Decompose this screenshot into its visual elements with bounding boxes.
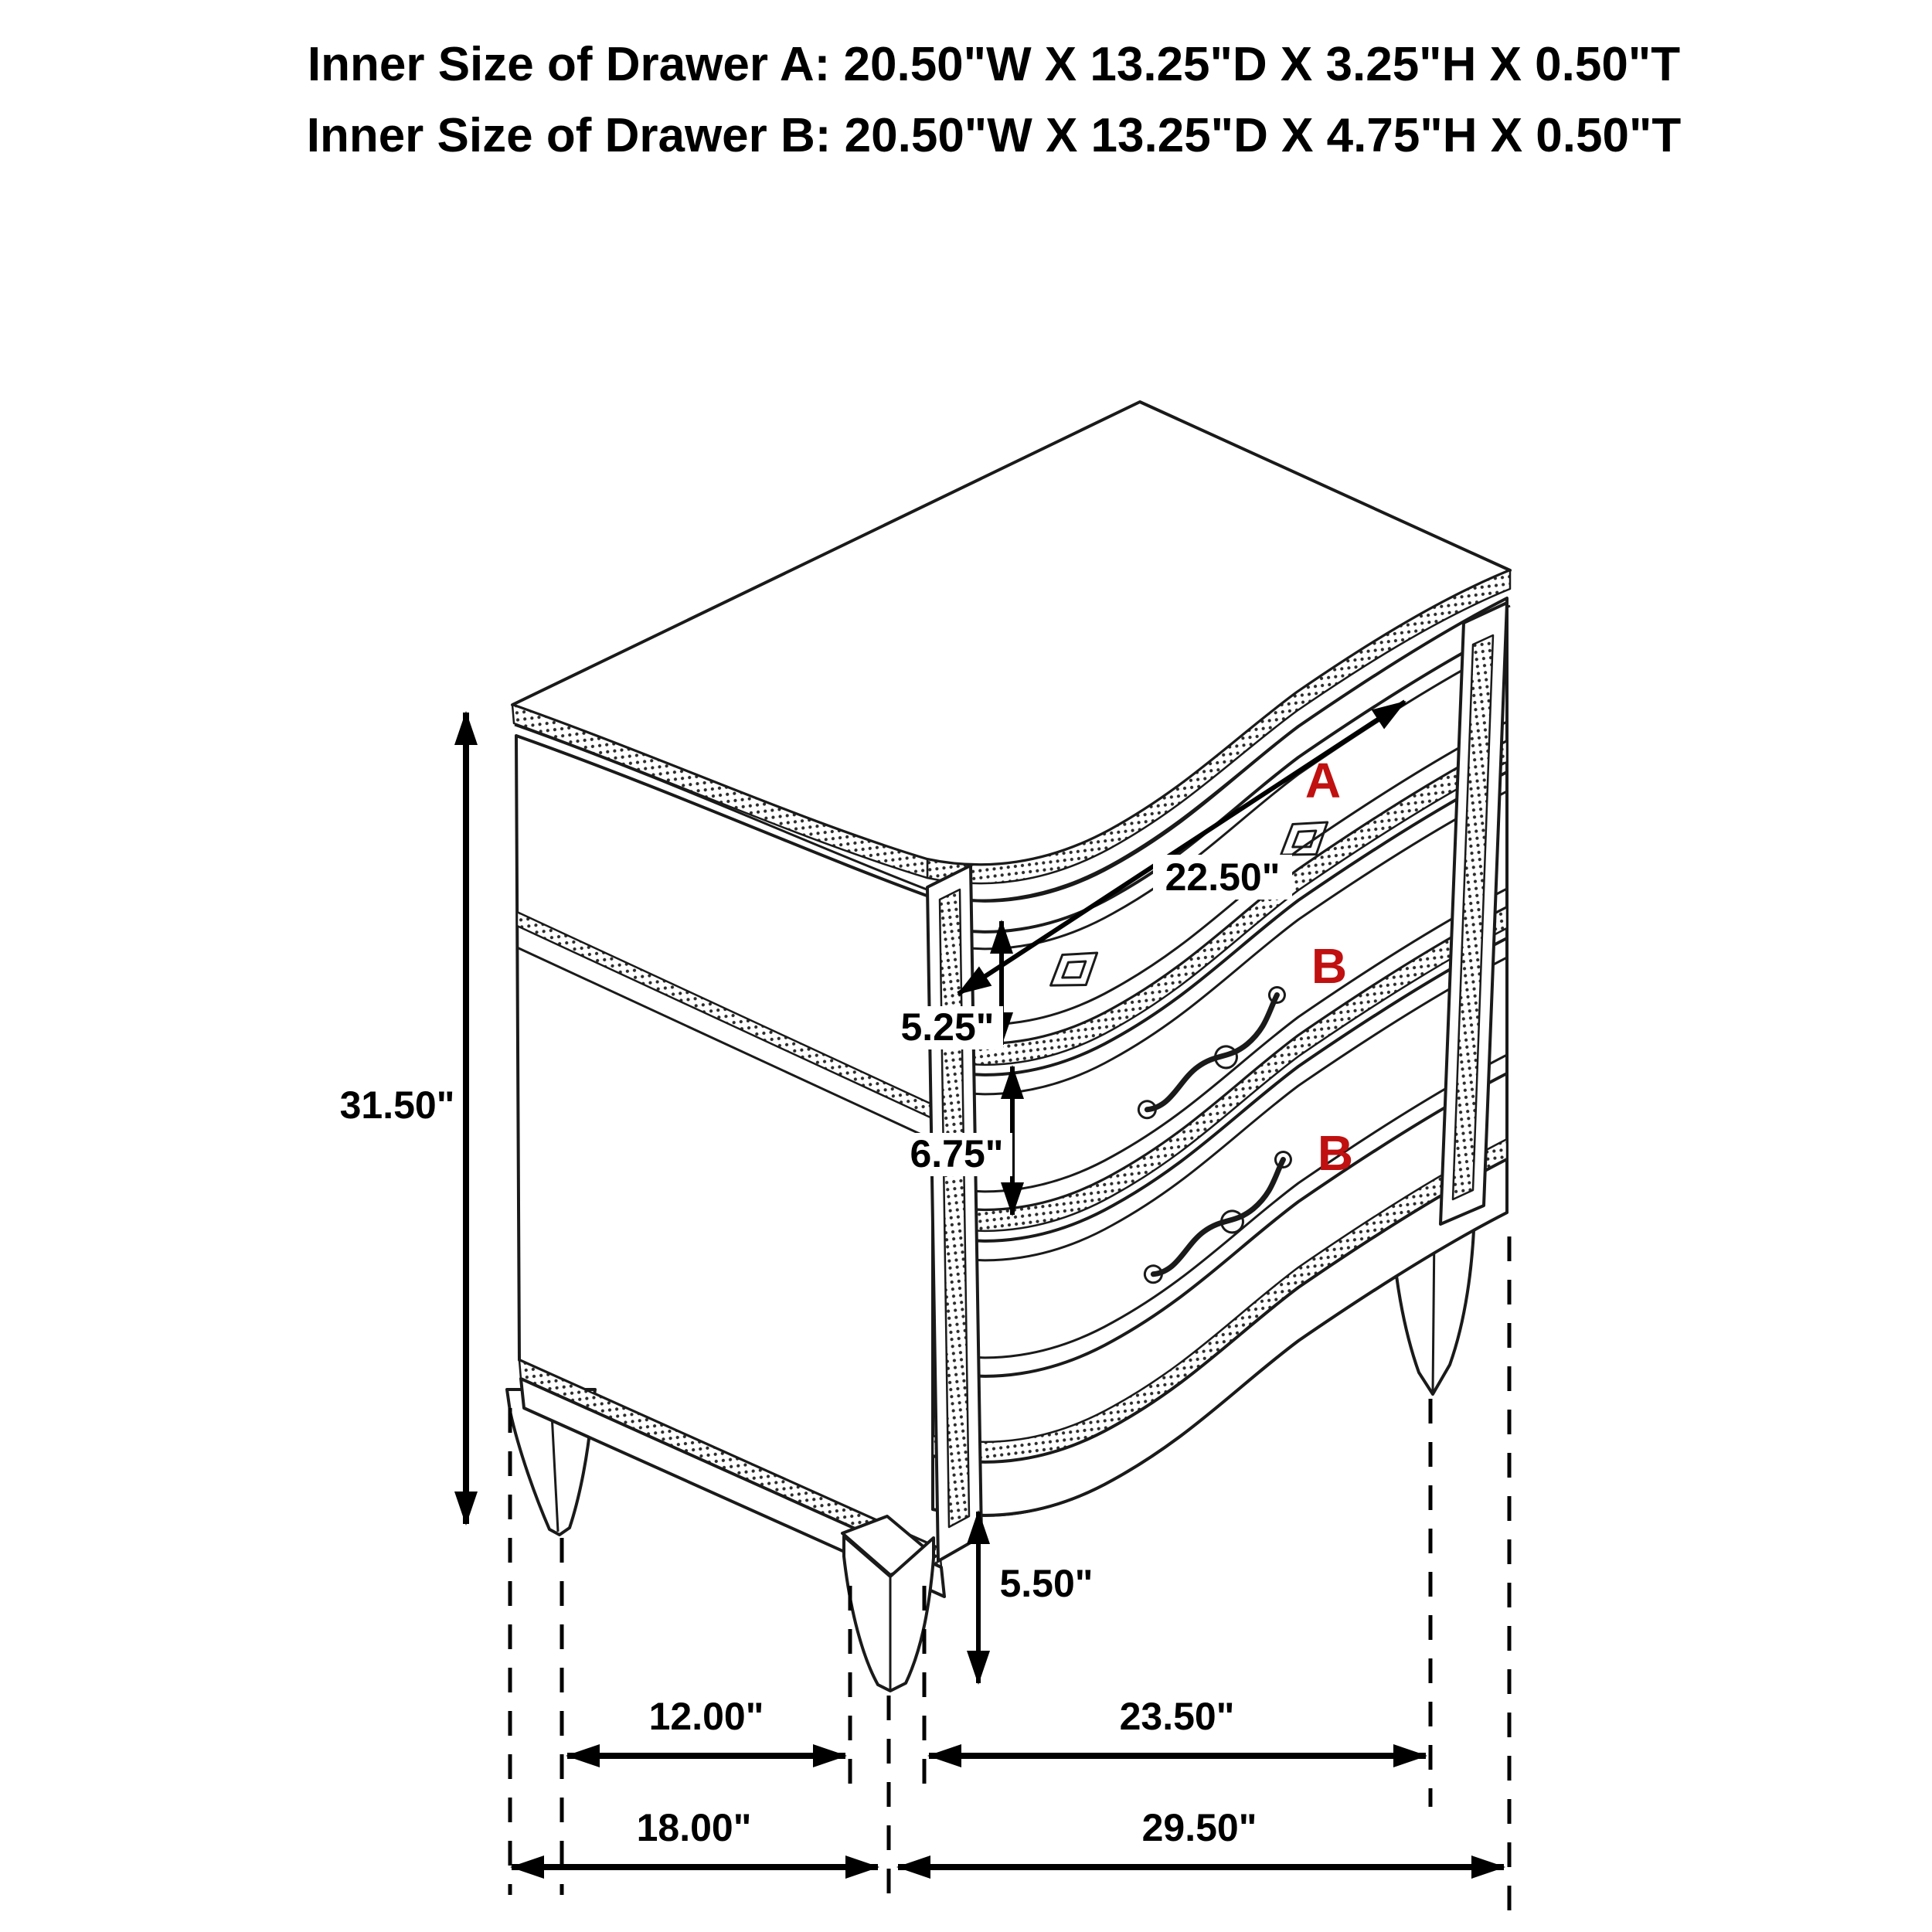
dim-overall-height — [328, 713, 466, 1524]
drawer-letter-b-bottom: B — [1317, 1125, 1354, 1181]
title-drawer-a-spec: Inner Size of Drawer A: 20.50"W X 13.25"D X 3.25"H X 0.50"T — [307, 38, 1681, 91]
dim-side-leg-spacing — [567, 1695, 845, 1756]
drawer-letter-b-middle: B — [1311, 938, 1348, 994]
dim-label-side-leg-spacing: 12.00" — [648, 1695, 764, 1738]
dim-front-leg-spacing — [929, 1695, 1426, 1756]
left-side-panel — [507, 736, 944, 1597]
dim-leg-height — [978, 1512, 1104, 1683]
dim-label-drawer-b-height: 6.75" — [910, 1132, 1004, 1175]
dim-overall-width — [898, 1806, 1504, 1867]
dim-label-overall-width: 29.50" — [1141, 1806, 1257, 1849]
drawer-letter-a: A — [1304, 753, 1342, 808]
dim-label-overall-height: 31.50" — [339, 1083, 455, 1127]
title-drawer-b-spec: Inner Size of Drawer B: 20.50"W X 13.25"D X 4.75"H X 0.50"T — [306, 109, 1682, 162]
dim-label-overall-depth: 18.00" — [636, 1806, 752, 1849]
dim-overall-depth — [512, 1806, 878, 1867]
dim-label-drawer-front-width: 22.50" — [1165, 855, 1281, 899]
front-left-pillar — [927, 866, 981, 1561]
dim-label-drawer-a-height: 5.25" — [900, 1005, 995, 1049]
dim-label-front-leg-spacing: 23.50" — [1119, 1695, 1235, 1738]
dim-label-leg-height: 5.50" — [999, 1562, 1094, 1605]
